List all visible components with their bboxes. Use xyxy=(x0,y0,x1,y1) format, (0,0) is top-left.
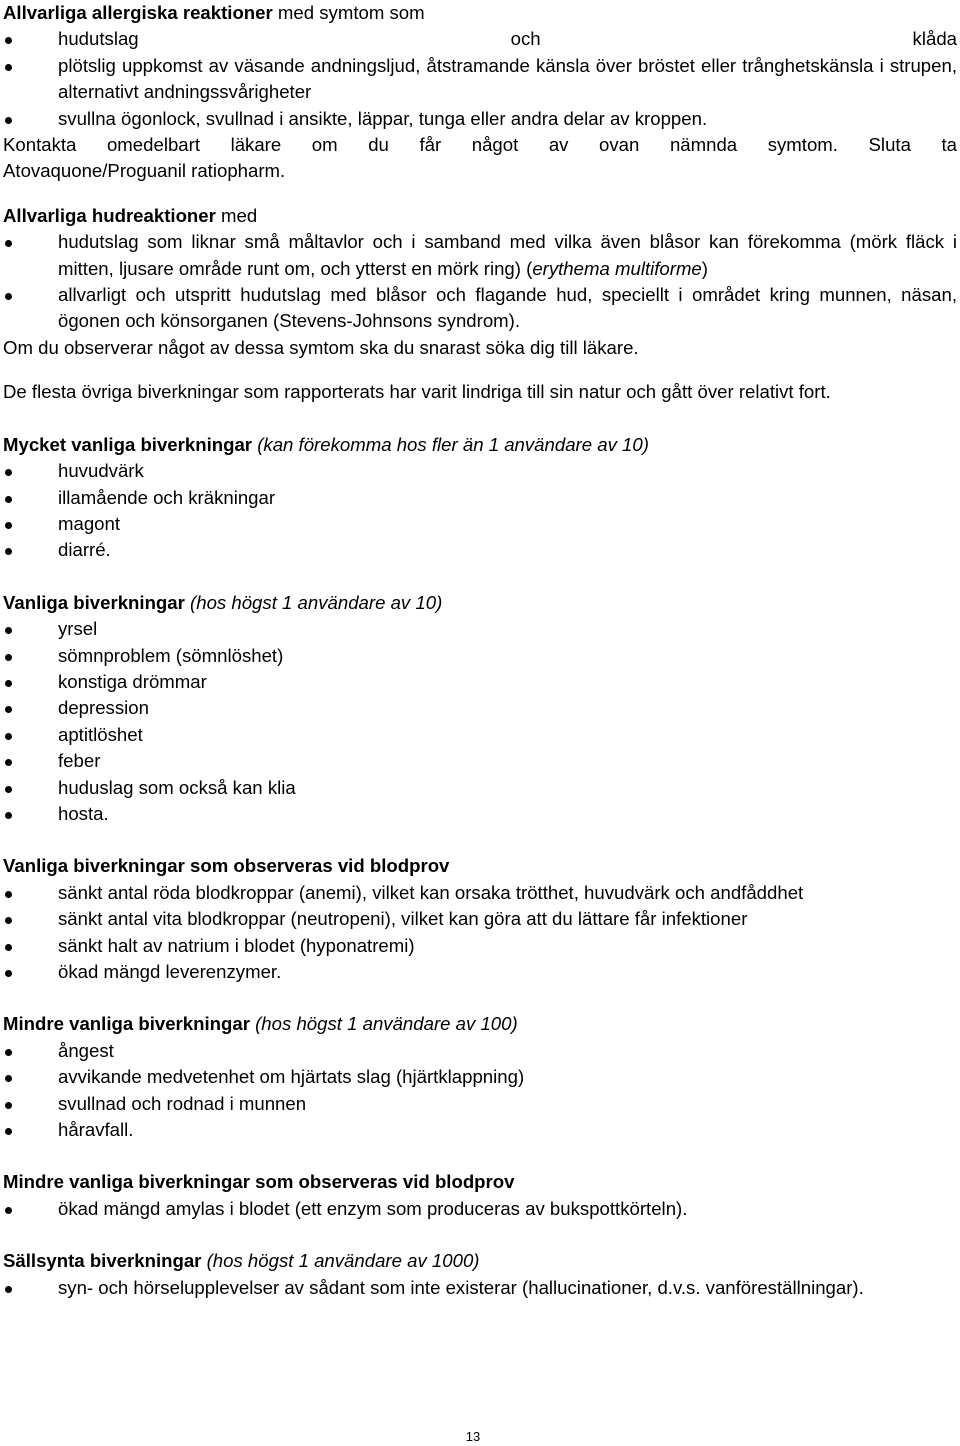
section-heading-common-blood: Vanliga biverkningar som observeras vid blodprov xyxy=(3,855,450,877)
list-item: depression xyxy=(3,695,957,721)
list-item: ökad mängd amylas i blodet (ett enzym som produceras av bukspottkörteln). xyxy=(3,1196,957,1222)
bullet-list-allergic xyxy=(3,26,957,132)
bullet-icon xyxy=(5,293,12,300)
list-item: sänkt antal vita blodkroppar (neutropeni), vilket kan göra att du lättare får infektioner xyxy=(3,906,957,932)
list-item: feber xyxy=(3,748,957,774)
list-item: sänkt antal röda blodkroppar (anemi), vilket kan orsaka trötthet, huvudvärk och andfåddhet xyxy=(3,880,957,906)
bullet-icon xyxy=(5,812,12,819)
section-heading-very-common: Mycket vanliga biverkningar (kan förekomma hos fler än 1 användare av 10) xyxy=(3,433,649,455)
list-item: hudutslag som liknar små måltavlor och i samband med vilka även blåsor kan förekomma (mörk fläck i mitten, ljusare område runt om, och ytterst en mörk ring) (erythema multiforme) xyxy=(3,229,957,282)
bullet-icon xyxy=(5,1102,12,1109)
section-heading-skin xyxy=(3,203,957,229)
section-heading-uncommon-blood: Mindre vanliga biverkningar som observeras vid blodprov xyxy=(3,1171,515,1193)
list-item: syn- och hörselupplevelser av sådant som inte existerar (hallucinationer, d.v.s. vanföreställningar). xyxy=(3,1275,957,1301)
bullet-list-common-blood xyxy=(3,880,957,986)
page-number: 13 xyxy=(465,1429,481,1444)
bullet-icon xyxy=(5,117,12,124)
bullet-icon xyxy=(5,917,12,924)
bullet-list-rare xyxy=(3,1275,957,1301)
bullet-icon xyxy=(5,733,12,740)
list-item: avvikande medvetenhet om hjärtats slag (hjärtklappning) xyxy=(3,1064,957,1090)
bullet-icon xyxy=(5,944,12,951)
bullet-icon xyxy=(5,970,12,977)
list-item: svullna ögonlock, svullnad i ansikte, läppar, tunga eller andra delar av kroppen. xyxy=(3,106,957,132)
bullet-icon xyxy=(5,654,12,661)
allergic-note-line2: Atovaquone/Proguanil ratiopharm. xyxy=(3,160,286,182)
heading-rest: med xyxy=(215,204,258,226)
list-item: håravfall. xyxy=(3,1117,957,1143)
bullet-icon xyxy=(5,64,12,71)
bullet-icon xyxy=(5,891,12,898)
heading-bold: Allvarliga hudreaktioner xyxy=(3,204,216,226)
bullet-icon xyxy=(5,37,12,44)
bullet-list-skin xyxy=(3,229,957,335)
bullet-icon xyxy=(5,240,12,247)
list-item: hosta. xyxy=(3,801,957,827)
list-item: svullnad och rodnad i munnen xyxy=(3,1091,957,1117)
section-heading-allergic xyxy=(3,0,957,26)
bullet-icon xyxy=(5,706,12,713)
heading-rest: med symtom som xyxy=(272,2,425,23)
skin-note: Om du observerar något av dessa symtom ska du snarast söka dig till läkare. xyxy=(3,336,639,358)
list-item: ökad mängd leverenzymer. xyxy=(3,959,957,985)
bullet-icon xyxy=(5,1286,12,1293)
list-item: yrsel xyxy=(3,616,957,642)
section-heading-rare: Sällsynta biverkningar (hos högst 1 användare av 1000) xyxy=(3,1250,480,1272)
list-item: aptitlöshet xyxy=(3,722,957,748)
bullet-icon xyxy=(5,1075,12,1082)
section-heading-common: Vanliga biverkningar (hos högst 1 användare av 10) xyxy=(3,591,443,613)
list-item: diarré. xyxy=(3,537,957,563)
list-item: sänkt halt av natrium i blodet (hyponatremi) xyxy=(3,933,957,959)
bullet-icon xyxy=(5,1049,12,1056)
allergic-note-line1: Kontakta omedelbart läkare om du får något av ovan nämnda symtom. Sluta ta xyxy=(3,134,957,156)
bullet-icon xyxy=(5,522,12,529)
bullet-icon xyxy=(5,469,12,476)
heading-bold: Allvarliga allergiska reaktioner xyxy=(3,2,273,23)
bullet-icon xyxy=(5,627,12,634)
bullet-icon xyxy=(5,548,12,555)
bullet-icon xyxy=(5,1128,12,1135)
general-statement: De flesta övriga biverkningar som rapporterats har varit lindriga till sin natur och gått över relativt fort. xyxy=(3,381,831,403)
list-item: allvarligt och utspritt hudutslag med blåsor och flagande hud, speciellt i området kring munnen, näsan, ögonen och könsorganen (Stevens-Johnsons syndrom). xyxy=(3,282,957,335)
list-item: huduslag som också kan klia xyxy=(3,775,957,801)
list-item: konstiga drömmar xyxy=(3,669,957,695)
bullet-icon xyxy=(5,496,12,503)
list-item: ångest xyxy=(3,1038,957,1064)
bullet-icon xyxy=(5,680,12,687)
bullet-icon xyxy=(5,786,12,793)
bullet-list-uncommon-blood xyxy=(3,1196,957,1222)
section-heading-uncommon: Mindre vanliga biverkningar (hos högst 1 användare av 100) xyxy=(3,1013,518,1035)
list-item: hudutslag och klåda xyxy=(3,26,957,52)
document-page xyxy=(3,0,957,1301)
list-item: huvudvärk xyxy=(3,458,957,484)
bullet-list-uncommon xyxy=(3,1038,957,1144)
list-item: plötslig uppkomst av väsande andningsljud, åtstramande känsla över bröstet eller trånghetskänsla i strupen, alternativt andningssvårigheter xyxy=(3,53,957,106)
list-item: illamående och kräkningar xyxy=(3,485,957,511)
bullet-icon xyxy=(5,759,12,766)
bullet-list-very-common xyxy=(3,458,957,564)
list-item: sömnproblem (sömnlöshet) xyxy=(3,643,957,669)
bullet-icon xyxy=(5,1207,12,1214)
bullet-list-common xyxy=(3,616,957,827)
list-item: magont xyxy=(3,511,957,537)
